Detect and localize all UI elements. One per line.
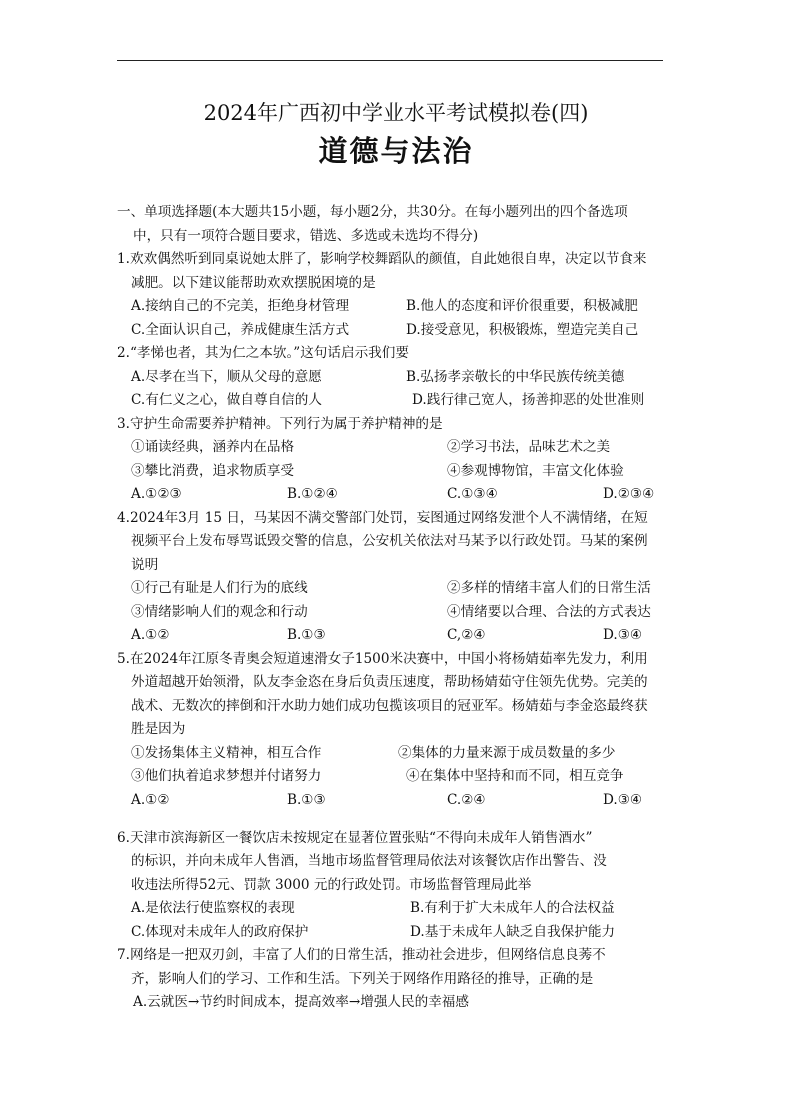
question-stem: 6.天津市滨海新区一餐饮店未按规定在显著位置张贴“不得向未成年人销售酒水” [117,830,593,846]
option-a: A.接纳自己的不完美，拒绝身材管理 [131,298,350,314]
option-c: C.①③④ [447,486,498,502]
option-d: D.③④ [603,792,643,808]
option-b: B.①③ [287,627,326,643]
option-c: C.全面认识自己，养成健康生活方式 [131,322,350,338]
question-stem: 2.“孝悌也者，其为仁之本欤。”这句话启示我们要 [117,345,409,361]
option-c: C,②④ [447,627,486,643]
statement-item: ①行己有耻是人们行为的底线 [131,580,308,596]
option-a: A.①② [131,792,170,808]
question-stem: 胜是因为 [131,721,186,737]
option-b: B.有利于扩大未成年人的合法权益 [410,900,615,916]
option-a: A.尽孝在当下，顺从父母的意愿 [131,369,322,385]
section-heading: 一、单项选择题(本大题共15小题，每小题2分，共30分。在每小题列出的四个备选项 [117,204,628,220]
option-d: D.②③④ [603,486,655,502]
question-stem: 说明 [131,557,159,573]
option-c: C.体现对未成年人的政府保护 [131,924,309,940]
option-d: D.践行律己宽人，扬善抑恶的处世准则 [412,392,645,408]
statement-item: ②多样的情绪丰富人们的日常生活 [447,580,651,596]
option-b: B.他人的态度和评价很重要，积极减肥 [406,298,638,314]
option-a: A.云就医→节约时间成本，提高效率→增强人民的幸福感 [133,994,469,1010]
question-stem: 外道超越开始领滑，队友李金恣在身后负责压速度，帮助杨婧茹守住领先优势。完美的 [131,674,648,690]
option-c: C.有仁义之心，做自尊自信的人 [131,392,322,408]
option-a: A.是依法行使监察权的表现 [131,900,295,916]
statement-item: ②学习书法，品味艺术之美 [447,439,611,455]
option-a: A.①②③ [131,486,182,502]
option-d: D.接受意见，积极锻炼，塑造完美自己 [406,322,639,338]
question-stem: 4.2024年3月 15 日，马某因不满交警部门处罚，妄图通过网络发泄个人不满情绪，在短 [117,510,648,526]
question-stem: 1.欢欢偶然听到同桌说她太胖了，影响学校舞蹈队的颜值，自此她很自卑，决定以节食来 [117,251,647,267]
exam-title: 2024年广西初中学业水平考试模拟卷(四) [203,101,589,125]
statement-item: ④在集体中坚持和而不同，相互竞争 [406,768,624,784]
option-d: D.基于未成年人缺乏自我保护能力 [410,924,616,940]
subject-title: 道德与法治 [318,134,474,168]
option-a: A.①② [131,627,170,643]
option-b: B.弘扬孝亲敬长的中华民族传统美德 [406,369,625,385]
statement-item: ④参观博物馆，丰富文化体验 [447,463,624,479]
option-b: B.①③ [287,792,326,808]
question-stem: 3.守护生命需要养护精神。下列行为属于养护精神的是 [117,416,443,432]
question-stem: 视频平台上发布辱骂诋毁交警的信息，公安机关依法对马某予以行政处罚。马某的案例 [131,533,648,549]
top-rule [117,60,663,61]
statement-item: ①诵读经典，涵养内在品格 [131,439,295,455]
statement-item: ②集体的力量来源于成员数量的多少 [398,745,616,761]
statement-item: ④情绪要以合理、合法的方式表达 [447,604,651,620]
section-heading-cont: 中，只有一项符合题目要求，错选、多选或未选均不得分) [133,228,479,244]
question-stem: 收违法所得52元、罚款 3000 元的行政处罚。市场监督管理局此举 [131,877,532,893]
statement-item: ③攀比消费，追求物质享受 [131,463,295,479]
option-b: B.①②④ [287,486,338,502]
question-stem: 齐，影响人们的学习、工作和生活。下列关于网络作用路径的推导，正确的是 [131,971,594,987]
statement-item: ①发扬集体主义精神，相互合作 [131,745,322,761]
statement-item: ③他们执着追求梦想并付诸努力 [131,768,322,784]
option-d: D.③④ [603,627,643,643]
question-stem: 7.网络是一把双刃剑，丰富了人们的日常生活，推动社会进步，但网络信息良莠不 [117,947,606,963]
question-stem: 减肥。以下建议能帮助欢欢摆脱困境的是 [131,275,376,291]
statement-item: ③情绪影响人们的观念和行动 [131,604,308,620]
question-stem: 5.在2024年江原冬青奥会短道速滑女子1500米决赛中，中国小将杨婧茹率先发力，利用 [117,651,648,667]
question-stem: 的标识，并向未成年人售酒，当地市场监督管理局依法对该餐饮店作出警告、没 [131,853,607,869]
question-stem: 战术、无数次的摔倒和汗水助力她们成功包揽该项目的冠亚军。杨婧茹与李金恣最终获 [131,698,648,714]
option-c: C.②④ [447,792,486,808]
